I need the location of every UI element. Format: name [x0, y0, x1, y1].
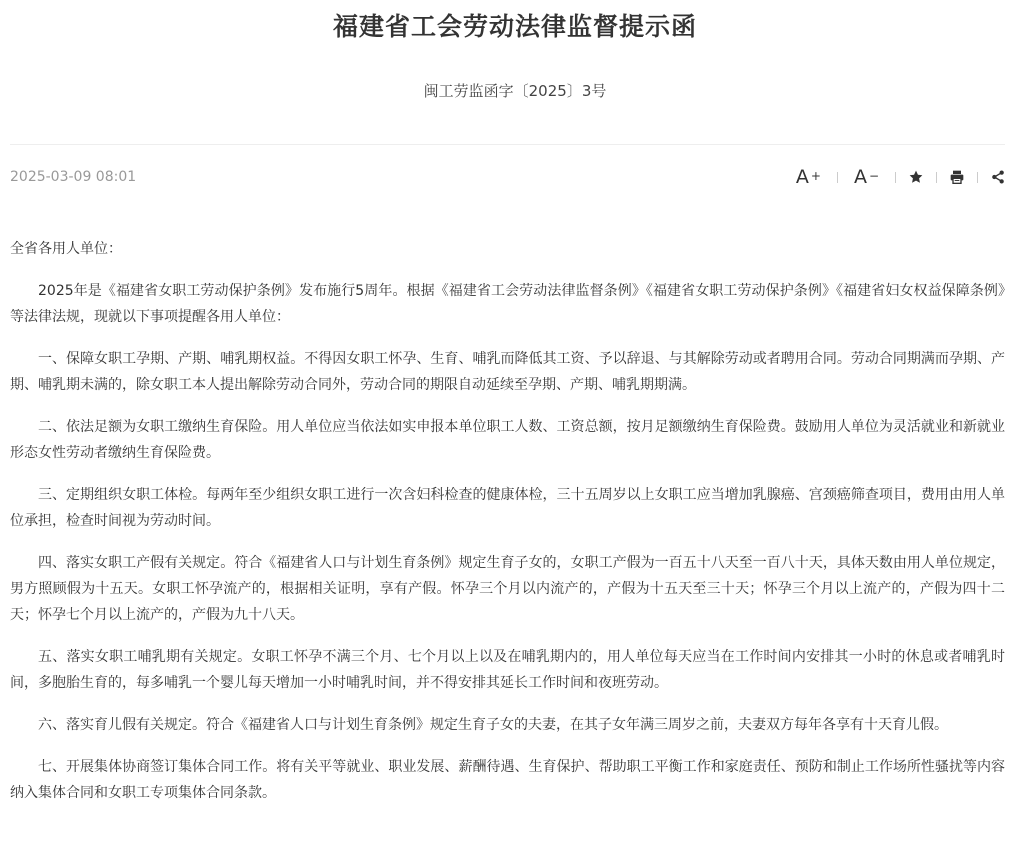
document-number: 闽工劳监函字〔2025〕3号: [423, 82, 607, 100]
header-divider: [10, 144, 1005, 145]
paragraph-item-7: 七、开展集体协商签订集体合同工作。将有关平等就业、职业发展、薪酬待遇、生育保护、帮助职工平衡工作和家庭责任、预防和制止工作场所性骚扰等内容纳入集体合同和女职工专项集体合同条款。: [10, 759, 1005, 801]
font-increase-label: A: [795, 166, 809, 188]
article-toolbar: [792, 164, 1006, 190]
article-content: [10, 236, 1005, 822]
paragraph-item-3: 三、定期组织女职工体检。每两年至少组织女职工进行一次含妇科检查的健康体检，三十五周岁以上女职工应当增加乳腺癌、宫颈癌筛查项目，费用由用人单位承担，检查时间视为劳动时间。: [10, 487, 1005, 529]
plus-sign: +: [810, 169, 821, 183]
toolbar-separator: [936, 172, 937, 183]
favorite-button[interactable]: [908, 169, 924, 185]
share-button[interactable]: [990, 169, 1006, 185]
paragraph-item-5: 五、落实女职工哺乳期有关规定。女职工怀孕不满三个月、七个月以上以及在哺乳期内的，用人单位每天应当在工作时间内安排其一小时的休息或者哺乳时间，多胞胎生育的，每多哺乳一个婴儿每天增加一小时哺乳时间，并不得安排其延长工作时间和夜班劳动。: [10, 649, 1005, 691]
minus-sign: −: [868, 169, 879, 183]
article-title: 福建省工会劳动法律监督提示函: [332, 12, 697, 41]
print-icon: [949, 169, 965, 185]
paragraph-item-4: 四、落实女职工产假有关规定。符合《福建省人口与计划生育条例》规定生育子女的，女职工产假为一百五十八天至一百八十天，具体天数由用人单位规定，男方照顾假为十五天。女职工怀孕流产的，根据相关证明，享有产假。怀孕三个月以内流产的，产假为十五天至三十天；怀孕三个月以上流产的，产假为四十二天；怀孕七个月以上流产的，产假为九十八天。: [10, 555, 1005, 623]
font-decrease-button[interactable]: [850, 166, 883, 188]
font-decrease-label: A: [853, 166, 867, 188]
share-icon: [990, 169, 1006, 185]
print-button[interactable]: [949, 169, 965, 185]
paragraph-item-2: 二、依法足额为女职工缴纳生育保险。用人单位应当依法如实申报本单位职工人数、工资总额，按月足额缴纳生育保险费。鼓励用人单位为灵活就业和新就业形态女性劳动者缴纳生育保险费。: [10, 419, 1005, 461]
salutation: 全省各用人单位：: [10, 241, 122, 257]
paragraph-item-6: 六、落实育儿假有关规定。符合《福建省人口与计划生育条例》规定生育子女的夫妻，在其子女年满三周岁之前，夫妻双方每年各享有十天育儿假。: [38, 717, 948, 733]
toolbar-separator: [895, 172, 896, 183]
star-icon: [908, 169, 924, 185]
paragraph-item-1: 一、保障女职工孕期、产期、哺乳期权益。不得因女职工怀孕、生育、哺乳而降低其工资、予以辞退、与其解除劳动或者聘用合同。劳动合同期满而孕期、产期、哺乳期未满的，除女职工本人提出解除劳动合同外，劳动合同的期限自动延续至孕期、产期、哺乳期期满。: [10, 351, 1005, 393]
toolbar-separator: [837, 172, 838, 183]
toolbar-separator: [977, 172, 978, 183]
paragraph-intro: 2025年是《福建省女职工劳动保护条例》发布施行5周年。根据《福建省工会劳动法律监督条例》《福建省女职工劳动保护条例》《福建省妇女权益保障条例》等法律法规，现就以下事项提醒各用人单位：: [10, 283, 1005, 325]
publish-time: 2025-03-09 08:01: [10, 169, 137, 185]
font-increase-button[interactable]: [792, 166, 825, 188]
